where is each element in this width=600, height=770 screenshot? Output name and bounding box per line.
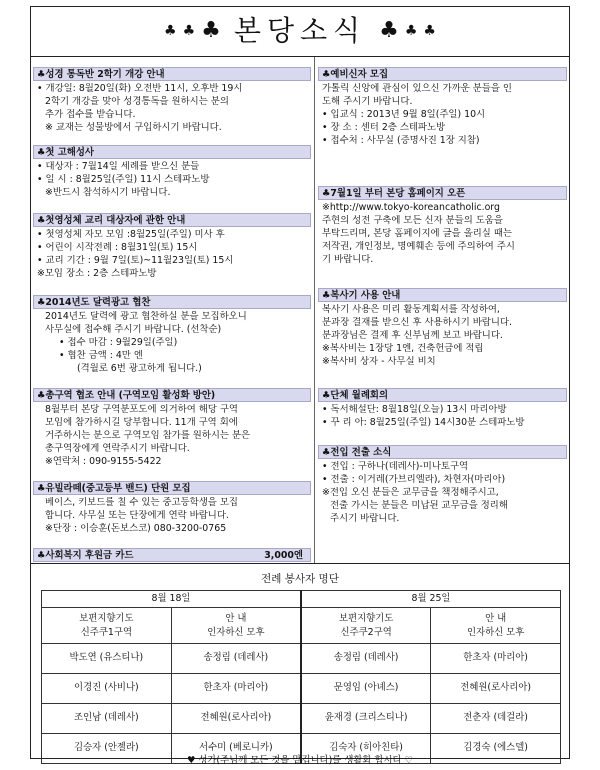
club-icon: ♣ (182, 22, 196, 39)
roster-header-cell (301, 608, 431, 644)
roster-name: 문영임 (아녜스) (301, 674, 431, 704)
title-banner (30, 6, 570, 56)
notice-line: • 개강일: 8월20일(화) 오전반 11시, 오후반 19시 (37, 83, 243, 94)
section-heading (33, 548, 311, 562)
notice-line: 가톨릭 신앙에 관심이 있으신 가까운 분들을 인 (322, 83, 512, 94)
roster-name: 전춘자 (데걸라) (431, 704, 561, 734)
section-heading: ♣2014년도 달력광고 협찬 (33, 295, 311, 309)
roster-header-cell (171, 608, 301, 644)
notice-line: 부탁드리며, 본당 홈페이지에 글을 올리실 때는 (322, 227, 512, 239)
notice-line: 주시기 바랍니다. (330, 512, 400, 524)
notice-line: ※복사비 상자 - 사무실 비치 (322, 355, 436, 367)
notice-line: 2014년도 달력에 광고 협찬하실 분을 모집하오니 (45, 311, 247, 322)
welfare-amount: 3,000엔 (264, 550, 303, 561)
notice-line: • 협찬 금액 : 4만 엔 (59, 349, 143, 361)
notice-line: 2학기 개강을 맞아 성경통독을 원하시는 분의 (45, 95, 229, 107)
club-icon: ♣ (404, 22, 418, 39)
notice-line: • 장 소 : 센터 2층 스테파노방 (322, 121, 446, 133)
table-row (42, 674, 561, 704)
notice-line: ※모임 장소 : 2층 스테파노방 (37, 267, 157, 279)
notice-line: ※연락처 : 090-9155-5422 (45, 455, 162, 467)
club-icon: ♣ (423, 22, 436, 39)
roster-date: 8월 18일 (42, 591, 302, 608)
notice-line: ※전입 오신 분들은 교무금을 책정해주시고, (322, 486, 499, 498)
notice-line: 분과장 결재를 받으신 후 사용하시기 바랍니다. (322, 316, 512, 328)
table-row (42, 704, 561, 734)
notice-line: • 전출 : 이거레(가브리엘라), 차현자(마리아) (322, 473, 506, 485)
roster-header-group: 신주쿠1구역 (80, 626, 132, 638)
section-heading: ♣총구역 협조 안내 (구역모임 활성화 방안) (33, 388, 311, 402)
notice-first-confession (33, 145, 311, 200)
notice-line: 총구역장에게 연락주시기 바랍니다. (45, 442, 190, 454)
roster-name: 윤재경 (크리스티나) (301, 704, 431, 734)
section-heading: ♣예비신자 모집 (318, 67, 567, 81)
roster-name: 전혜원(로사리아) (431, 674, 561, 704)
notice-line: 베이스, 키보드를 칠 수 있는 중고등학생을 모집 (45, 497, 238, 508)
notice-line: (격월로 6번 광고하게 됩니다.) (77, 362, 202, 374)
roster-header-role: 보편지향기도 (79, 612, 134, 624)
club-icon: ♣ (379, 18, 399, 44)
notice-line: • 접수처 : 사무실 (증명사진 1장 지참) (322, 134, 480, 146)
roster-name: 송정림 (데레사) (301, 644, 431, 674)
roster-header-cell (42, 608, 172, 644)
notice-line: • 꾸 리 아: 8월25일(주일) 14시30분 스테파노방 (322, 416, 525, 428)
notice-line: • 교리 기간 : 9월 7일(토)~11월23일(토) 15시 (37, 254, 234, 266)
notice-line: • 접수 마감 : 9월29일(주일) (59, 336, 178, 348)
roster-header-group: 인자하신 모후 (466, 626, 525, 638)
roster-date-row (42, 591, 561, 608)
welfare-label: ♣사회복지 후원금 카드 (37, 550, 134, 561)
roster-name: 서수미 (베로니카) (171, 734, 301, 764)
notice-monthly-meeting (318, 388, 567, 430)
notice-line: 모임에 참가하시길 당부합니다. 11개 구역 회에 (45, 416, 238, 428)
notice-line: ※복사비는 1장당 1엔, 건축헌금에 적립 (322, 342, 484, 354)
roster-name: 전혜원(로사리아) (171, 704, 301, 734)
notice-line: 전출 가시는 분들은 미납된 교무금을 정리해 (330, 499, 508, 511)
news-columns (30, 56, 570, 564)
liturgy-roster (30, 564, 570, 759)
roster-header-role: 안 내 (225, 612, 247, 624)
roster-header-row (42, 608, 561, 644)
title-row (161, 12, 439, 51)
roster-name: 한초자 (마리아) (431, 644, 561, 674)
notice-line: 주현의 성전 구축에 모든 신자 분들의 도움을 (322, 214, 503, 226)
notice-welfare-card (33, 548, 311, 562)
notice-line: 거주하시는 분으로 구역모임 참가를 원하시는 분은 (45, 429, 251, 441)
roster-header-role: 보편지향기도 (338, 612, 394, 624)
section-heading: ♣첫 고해성사 (33, 145, 311, 159)
notice-line: 사무실에 접수해 주시기 바랍니다. (선착순) (45, 323, 222, 335)
section-heading: ♣유빌라떼(중고등부 밴드) 단원 모집 (33, 481, 311, 495)
notice-copier (318, 288, 567, 369)
roster-name: 송정림 (데레사) (171, 644, 301, 674)
notice-line: 8월부터 본당 구역분포도에 의거하여 해당 구역 (45, 404, 238, 415)
roster-name: 이경진 (사비나) (42, 674, 172, 704)
notice-line: 분과장님은 결제 후 신부님께 보고 바랍니다. (322, 329, 503, 341)
notice-bible-reading (33, 67, 311, 135)
roster-header-cell (431, 608, 561, 644)
section-heading: ♣7월1일 부터 본당 홈페이지 오픈 (318, 186, 567, 200)
section-heading: ♣첫영성체 교리 대상자에 관한 안내 (33, 213, 311, 227)
notice-line: 기 바랍니다. (322, 253, 374, 265)
notice-line: • 대상자 : 7월14일 세례를 받으신 분들 (37, 161, 200, 172)
roster-name: 김경숙 (에스델) (431, 734, 561, 764)
notice-line: 저작권, 개인정보, 명예훼손 등에 주의하여 주시 (322, 240, 515, 252)
notice-calendar-ads (33, 295, 311, 376)
roster-date: 8월 25일 (301, 591, 561, 608)
roster-name: 김승자 (안젤라) (42, 734, 172, 764)
roster-header-role: 안 내 (485, 612, 507, 624)
section-heading: ♣단체 월례회의 (318, 388, 567, 402)
roster-name: 한초자 (마리아) (171, 674, 301, 704)
notice-line: ※단장 : 이승훈(돈보스코) 080-3200-0765 (45, 522, 227, 534)
roster-name: 김숙자 (히아친타) (301, 734, 431, 764)
notice-line: • 일 시 : 8월25일(주일) 11시 스테파노방 (37, 173, 210, 185)
notice-first-communion (33, 213, 311, 281)
roster-name: 박도연 (유스티나) (42, 644, 172, 674)
notice-line: • 첫영성체 자모 모임 :8월25일(주일) 미사 후 (37, 229, 225, 240)
notice-homepage (318, 186, 567, 267)
homepage-link[interactable]: ※http://www.tokyo-koreancatholic.org (322, 202, 500, 213)
roster-header-group: 인자하신 모후 (207, 626, 265, 638)
notice-line: 합니다. 사무실 또는 단장에게 연락 바랍니다. (45, 509, 229, 521)
footer-motto: ♥ 성가(주님께 모든 것을 맡깁니다)를 생활화 합시다 ♡ (186, 755, 414, 766)
club-icon: ♣ (164, 22, 177, 39)
roster-name: 조인남 (데레사) (42, 704, 172, 734)
notice-catechumen (318, 67, 567, 148)
notice-line: • 어린이 시작전례 : 8월31일(토) 15시 (37, 241, 198, 253)
notice-line: 추가 접수를 받습니다. (45, 108, 136, 120)
roster-title: 전례 봉사자 명단 (261, 573, 339, 585)
section-heading: ♣성경 통독반 2학기 개강 안내 (33, 67, 311, 81)
notice-line: 도해 주시기 바랍니다. (322, 95, 413, 107)
notice-line: ※ 교재는 성물방에서 구입하시기 바랍니다. (45, 121, 222, 133)
notice-line: • 입교식 : 2013년 9월 8일(주일) 10시 (322, 108, 486, 120)
roster-table (41, 590, 561, 764)
notice-line: ※반드시 참석하시기 바랍니다. (45, 186, 171, 198)
table-row (42, 644, 561, 674)
notice-line: 복사기 사용은 미리 활동계획서를 작성하여, (322, 304, 500, 315)
notice-transfers (318, 445, 567, 526)
page-title: 본당소식 (233, 14, 367, 48)
section-heading: ♣전입 전출 소식 (318, 445, 567, 459)
notice-district-cooperation (33, 388, 311, 469)
club-icon: ♣ (201, 18, 221, 44)
notice-jubilate-band (33, 481, 311, 536)
notice-line: • 독서해설단: 8월18일(오늘) 13시 마리아방 (322, 404, 507, 415)
roster-header-group: 신주쿠2구역 (340, 626, 392, 638)
column-divider (314, 57, 315, 563)
section-heading: ♣복사기 사용 안내 (318, 288, 567, 302)
notice-line: • 전입 : 구하나(데레사)-미나토구역 (322, 461, 469, 472)
